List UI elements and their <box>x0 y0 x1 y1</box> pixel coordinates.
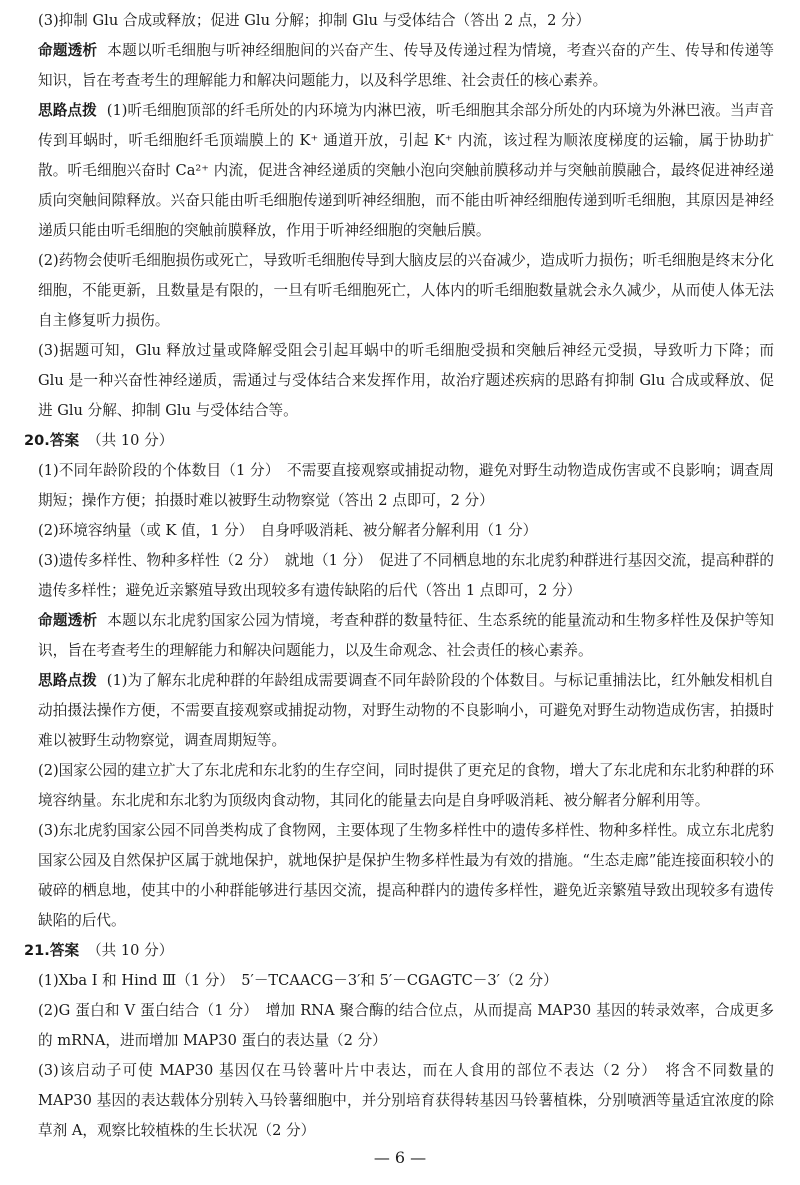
page-number: — 6 — <box>373 1148 427 1167</box>
answer-20-2: (2)环境容纳量（或 K 值，1 分） 自身呼吸消耗、被分解者分解利用（1 分） <box>38 522 538 539</box>
answer-20-3: (3)遗传多样性、物种多样性（2 分） 就地（1 分） 促进了不同栖息地的东北虎豹种群进行基因交流，提高种群的遗传多样性；避免近亲繁殖导致出现较多有遗传缺陷的后代（答出 1 点即可，2 分） <box>38 552 774 599</box>
analysis-20 <box>38 606 774 666</box>
answer-21-3: (3)该启动子可使 MAP30 基因仅在马铃薯叶片中表达，而在人食用的部位不表达（2 分） 将含不同数量的 MAP30 基因的表达载体分别转入马铃薯细胞中，并分别培育获得转基因马铃薯植株，分别喷洒等量适宜浓度的除草剂 A，观察比较植株的生长状况（2 分） <box>38 1062 774 1139</box>
hint-text: (1)听毛细胞顶部的纤毛所处的内环境为内淋巴液，听毛细胞其余部分所处的内环境为外淋巴液。当声音传到耳蜗时，听毛细胞纤毛顶端膜上的 K⁺ 通道开放，引起 K⁺ 内流，该过程为顺浓度梯度的运输，属于协助扩散。听毛细胞兴奋时 Ca²⁺ 内流，促进含神经递质的突触小泡向突触前膜移动并与突触前膜融合，最终促进神经递质向突触间隙释放。兴奋只能由听毛细胞传递到听神经细胞，而不能由听神经细胞传递到听毛细胞，其原因是神经递质只能由听毛细胞的突触前膜释放，作用于听神经细胞的突触后膜。 <box>38 102 774 239</box>
hint-20-3: (3)东北虎豹国家公园不同兽类构成了食物网，主要体现了生物多样性中的遗传多样性、物种多样性。成立东北虎豹国家公园及自然保护区属于就地保护，就地保护是保护生物多样性最为有效的措施。“生态走廊”能连接面积较小的破碎的栖息地，使其中的小种群能够进行基因交流，提高种群内的遗传多样性，避免近亲繁殖导致出现较多有遗传缺陷的后代。 <box>38 822 774 929</box>
analysis-text: 本题以东北虎豹国家公园为情境，考查种群的数量特征、生态系统的能量流动和生物多样性及保护等知识，旨在考查考生的理解能力和解决问题能力，以及生命观念、社会责任的核心素养。 <box>38 612 774 659</box>
hint-19-3: (3)据题可知，Glu 释放过量或降解受阻会引起耳蜗中的听毛细胞受损和突触后神经元受损，导致听力下降；而 Glu 是一种兴奋性神经递质，需通过与受体结合来发挥作用，故治疗题述疾病的思路有抑制 Glu 合成或释放、促进 Glu 分解、抑制 Glu 与受体结合等。 <box>38 342 774 419</box>
analysis-19 <box>38 36 774 96</box>
hint-text: (1)为了解东北虎种群的年龄组成需要调查不同年龄阶段的个体数目。与标记重捕法比，红外触发相机自动拍摄法操作方便，不需要直接观察或捕捉动物，对野生动物的不良影响小，可避免对野生动物造成伤害，拍摄时难以被野生动物察觉，调查周期短等。 <box>38 672 774 749</box>
question-number: 21. <box>24 942 50 959</box>
answer-21-2: (2)G 蛋白和 V 蛋白结合（1 分） 增加 RNA 聚合酶的结合位点，从而提高 MAP30 基因的转录效率，合成更多的 mRNA，进而增加 MAP30 蛋白的表达量（2 分） <box>38 1002 774 1049</box>
hint-19-2: (2)药物会使听毛细胞损伤或死亡，导致听毛细胞传导到大脑皮层的兴奋减少，造成听力损伤；听毛细胞是终末分化细胞，不能更新，且数量是有限的，一旦有听毛细胞死亡，人体内的听毛细胞数量就会永久减少，从而使人体无法自主修复听力损伤。 <box>38 252 774 329</box>
answer-label: 答案 <box>49 432 80 449</box>
hint-20-2: (2)国家公园的建立扩大了东北虎和东北豹的生存空间，同时提供了更充足的食物，增大了东北虎和东北豹种群的环境容纳量。东北虎和东北豹为顶级肉食动物，其同化的能量去向是自身呼吸消耗、被分解者分解利用等。 <box>38 762 774 809</box>
hint-20 <box>38 666 774 756</box>
answer-19-3: (3)抑制 Glu 合成或释放；促进 Glu 分解；抑制 Glu 与受体结合（答出 2 点，2 分） <box>38 12 591 29</box>
answer-20-1: (1)不同年龄阶段的个体数目（1 分） 不需要直接观察或捕捉动物，避免对野生动物造成伤害或不良影响；调查周期短；操作方便；拍摄时难以被野生动物察觉（答出 2 点即可，2 分） <box>38 462 774 509</box>
answer-label: 答案 <box>49 942 80 959</box>
question-points: （共 10 分） <box>87 432 174 449</box>
question-20-heading <box>24 426 774 456</box>
analysis-text: 本题以听毛细胞与听神经细胞间的兴奋产生、传导及传递过程为情境，考查兴奋的产生、传导和传递等知识，旨在考查考生的理解能力和解决问题能力，以及科学思维、社会责任的核心素养。 <box>38 42 774 89</box>
answer-21-1: (1)Xba Ⅰ 和 Hind Ⅲ（1 分） 5′－TCAACG－3′和 5′－CGAGTC－3′（2 分） <box>38 972 558 989</box>
hint-19 <box>38 96 774 246</box>
analysis-label: 命题透析 <box>38 42 98 59</box>
analysis-label: 命题透析 <box>38 612 98 629</box>
hint-label: 思路点拨 <box>38 102 97 119</box>
hint-label: 思路点拨 <box>38 672 97 689</box>
question-points: （共 10 分） <box>87 942 174 959</box>
question-21-heading <box>24 936 774 966</box>
question-number: 20. <box>24 432 50 449</box>
